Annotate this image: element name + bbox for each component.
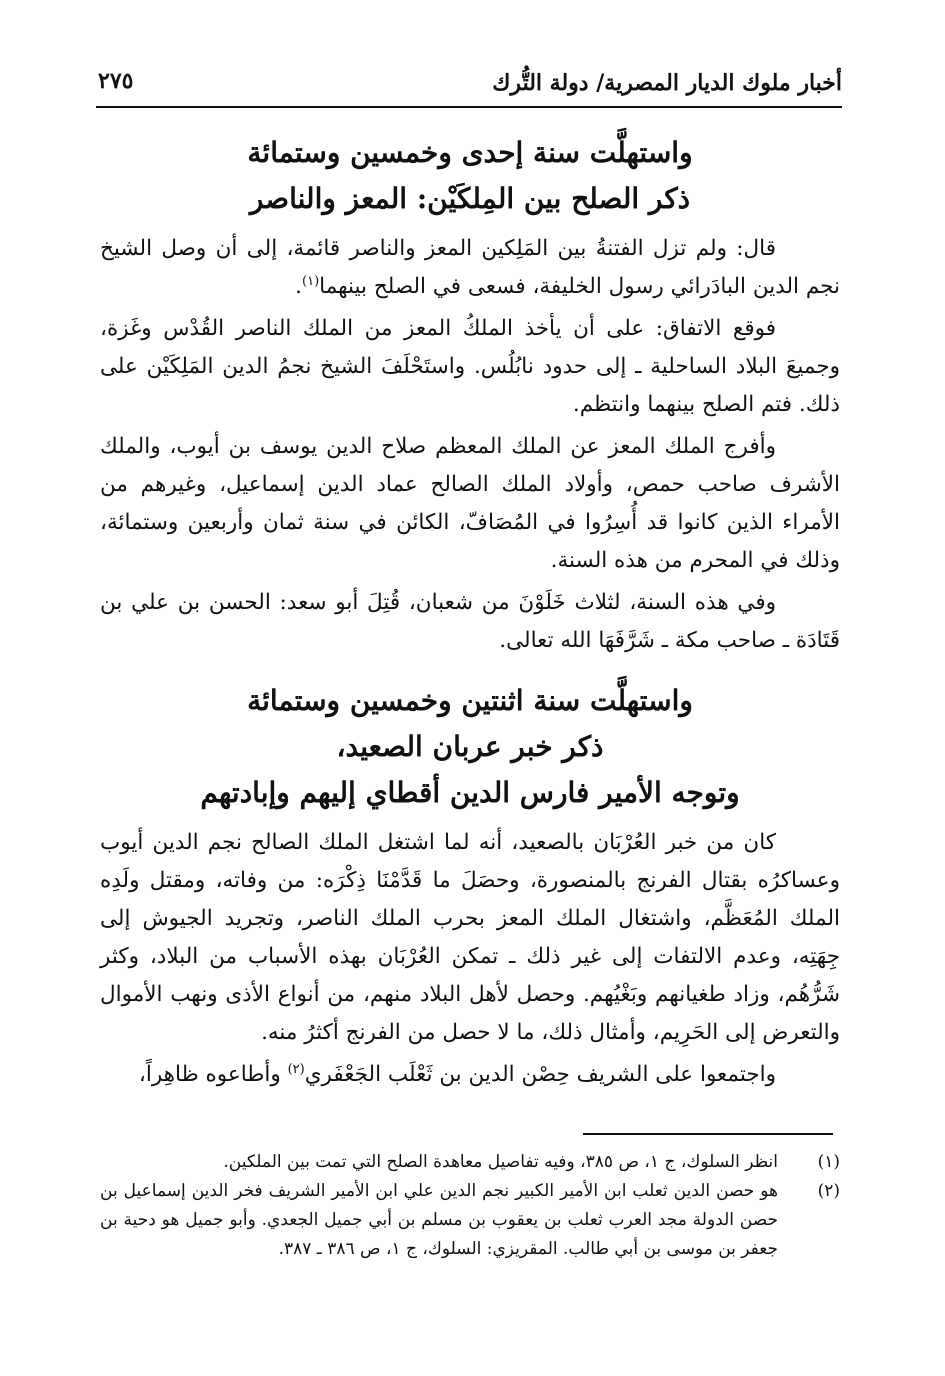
paragraph-1-end: . [295,274,303,299]
footnote-2-number: (٢) [817,1181,840,1201]
footnotes [100,1148,840,1264]
footnote-1-text: انظر السلوك، ج ١، ص ٣٨٥، وفيه تفاصيل معاهدة الصلح التي تمت بين الملكين. [223,1152,778,1172]
paragraph-2: فوقع الاتفاق: على أن يأخذ الملكُ المعز من الملك الناصر القُدْس وغَزة، وجميعَ البلاد الساحلية ـ إلى حدود نابُلُس. واستَحْلَفَ الشيخ نجمُ الدين المَلِكَيْن على ذلك. فتم الصلح بينهما وانتظم. [100,316,840,417]
section-heading-aqtay: وتوجه الأمير فارس الدين أقطاي إليهم وإبادتهم [200,776,740,809]
paragraph-4: وفي هذه السنة، لثلاث خَلَوْنَ من شعبان، قُتِلَ أبو سعد: الحسن بن علي بن قَتَادَة ـ صاحب مكة ـ شَرَّفَهَا الله تعالى. [100,590,840,653]
footnote-1-number: (١) [817,1152,840,1172]
paragraph-6-end: وأطاعوه ظاهِراً، [138,1062,288,1087]
footnote-divider [583,1133,833,1135]
footnote-ref-2[interactable]: (٢) [287,1061,305,1077]
main-text [100,130,840,1098]
paragraph-5: كان من خبر العُرْبَان بالصعيد، أنه لما اشتغل الملك الصالح نجم الدين أيوب وعساكرُه بقتال الفرنج بالمنصورة، وحصَلَ ما قَدَّمْنَا ذِكْرَه: من وفاته، ومقتل ولَدِه الملك المُعَظَّم، واشتغال الملك المعز بحرب الملك الناصر، وتجريد الجيوش إلى جِهَتِه، وعدم الالتفات إلى غير ذلك ـ تمكن العُرْبَان بهذه الأسباب من البلاد، وكثر شَرُّهُم، وزاد طغيانهم وبَغْيُهم. وحصل لأهل البلاد منهم، من أنواع الأذى ونهب الأموال والتعرض إلى الحَرِيم، وأمثال ذلك، ما لا حصل من الفرنج أكثرُ منه. [100,830,840,1045]
paragraph-1 [100,230,840,306]
page-number: ٢٧٥ [98,68,134,94]
paragraph-3: وأفرج الملك المعز عن الملك المعظم صلاح الدين يوسف بن أيوب، والملك الأشرف صاحب حمص، وأولاد الملك الصالح عماد الدين إسماعيل، وغيرهم من الأمراء الذين كانوا قد أُسِرُوا في المُصَافّ، الكائن في سنة ثمان وأربعين وستمائة، وذلك في المحرم من هذه السنة. [100,434,840,573]
paragraph-6 [100,1056,840,1094]
footnote-2-text: هو حصن الدين ثعلب ابن الأمير الكبير نجم الدين علي ابن الأمير الشريف فخر الدين إسماعيل بن حصن الدولة مجد العرب ثعلب بن يعقوب بن مسلم بن أبي جميل الجعدي. وأبو جميل هو دحية بن جعفر بن موسى بن أبي طالب. المقريزي: السلوك، ج ١، ص ٣٨٦ ـ ٣٨٧. [100,1181,778,1259]
section-heading-year-651: واستهلَّت سنة إحدى وخمسين وستمائة [247,136,693,169]
paragraph-6-text: واجتمعوا على الشريف حِصْن الدين بن ثَعْلَب الجَعْفَري [304,1062,776,1087]
footnote-2 [100,1177,840,1264]
section-heading-arabs: ذكر خبر عربان الصعيد، [336,730,604,763]
running-title: أخبار ملوك الديار المصرية/ دولة التُّرك [492,70,842,96]
running-header [96,62,842,108]
section-heading-year-652: واستهلَّت سنة اثنتين وخمسين وستمائة [247,684,693,717]
footnote-ref-1[interactable]: (١) [302,273,320,289]
paragraph-1-text: قال: ولم تزل الفتنةُ بين المَلِكين المعز والناصر قائمة، إلى أن وصل الشيخ نجم الدين البادَرائي رسول الخليفة، فسعى في الصلح بينهما [100,236,840,299]
footnote-1 [100,1148,840,1177]
section-heading-peace: ذكر الصلح بين المِلكَيْن: المعز والناصر [249,182,691,215]
